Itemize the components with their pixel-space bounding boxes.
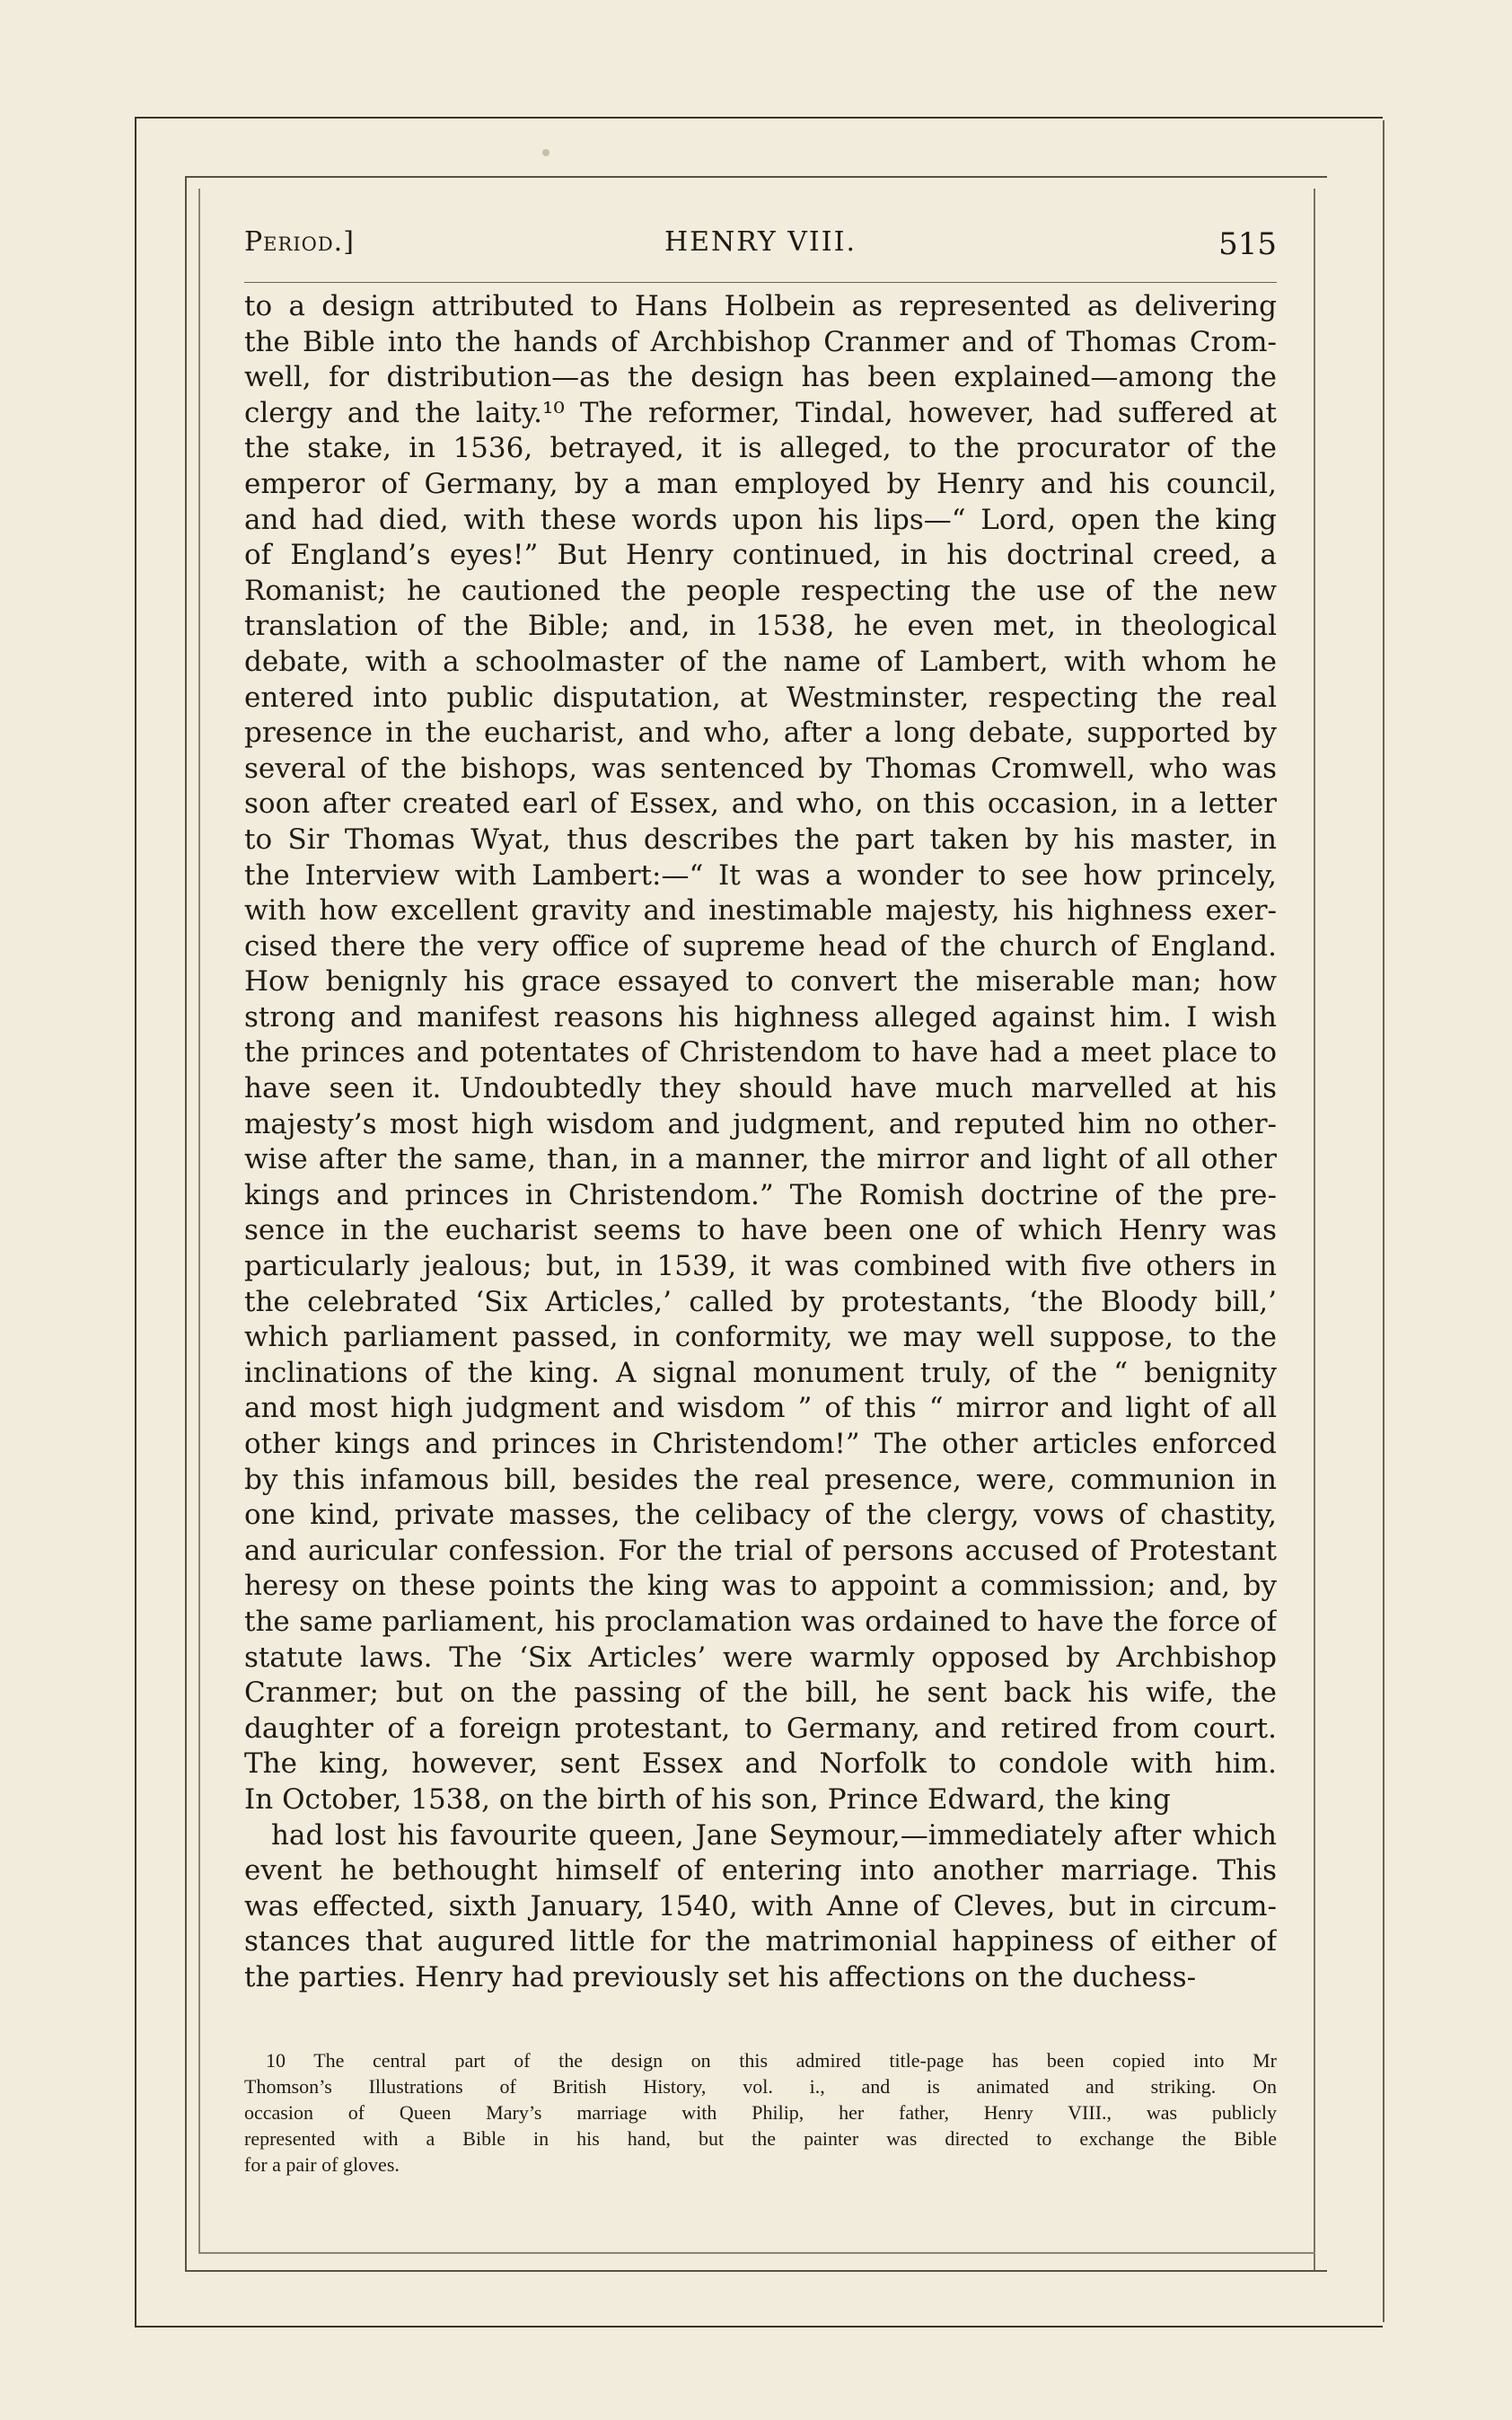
body-line: the same parliament, his proclamation was ordained to have the force of [244,1605,1277,1638]
body-line: the princes and potentates of Christendom to have had a meet place to [244,1036,1277,1069]
body-line: of England’s eyes!” But Henry continued, in his doctrinal creed, a [244,539,1277,572]
body-line: Cranmer; but on the passing of the bill, he sent back his wife, the [244,1676,1277,1710]
body-line: cised there the very office of supreme head of the church of England. [244,929,1277,963]
body-line: daughter of a foreign protestant, to Germany, and retired from court. [244,1712,1277,1745]
body-line: to Sir Thomas Wyat, thus describes the part taken by his master, in [244,823,1277,856]
running-header [244,226,1277,262]
footnote-line: Thomson’s Illustrations of British History, vol. i., and is animated and striking. On [244,2075,1277,2098]
body-line: and had died, with these words upon his lips—“ Lord, open the king [244,503,1277,536]
body-line: particularly jealous; but, in 1539, it was combined with five others in [244,1250,1277,1283]
body-line: the Interview with Lambert:—“ It was a wonder to see how princely, [244,858,1277,892]
body-line: kings and princes in Christendom.” The Romish doctrine of the pre- [244,1178,1277,1211]
body-line: have seen it. Undoubtedly they should have much marvelled at his [244,1072,1277,1105]
body-line: emperor of Germany, by a man employed by Henry and his council, [244,467,1277,500]
body-line: well, for distribution—as the design has been explained—among the [244,361,1277,394]
body-line: debate, with a schoolmaster of the name of Lambert, with whom he [244,645,1277,678]
outer-frame-right-edge [1383,120,1385,2322]
header-rule [244,282,1277,283]
body-line: The king, however, sent Essex and Norfolk to condole with him. [244,1747,1277,1781]
body-line: entered into public disputation, at Westminster, respecting the real [244,681,1277,714]
body-line: the parties. Henry had previously set his affections on the duchess- [244,1960,1197,1993]
body-line: heresy on these points the king was to appoint a commission; and, by [244,1570,1277,1603]
body-line: had lost his favourite queen, Jane Seymour,—immediately after which [271,1818,1277,1852]
body-line: statute laws. The ‘Six Articles’ were warmly opposed by Archbishop [244,1641,1277,1674]
body-line: stances that augured little for the matrimonial happiness of either of [244,1925,1277,1958]
body-line: the Bible into the hands of Archbishop Cranmer and of Thomas Crom- [244,325,1277,358]
inner-frame-right-edge [1314,189,1315,2270]
body-line: the stake, in 1536, betrayed, it is alleged, to the procurator of the [244,432,1277,465]
body-line: wise after the same, than, in a manner, the mirror and light of all other [244,1143,1277,1176]
body-line: one kind, private masses, the celibacy of the clergy, vows of chastity, [244,1499,1277,1532]
body-line: was effected, sixth January, 1540, with Anne of Cleves, but in circum- [244,1889,1277,1923]
body-line: strong and manifest reasons his highness alleged against him. I wish [244,1000,1277,1034]
footnote-line: occasion of Queen Mary’s marriage with Philip, her father, Henry VIII., was publicly [244,2101,1277,2124]
body-line: How benignly his grace essayed to convert the miserable man; how [244,965,1277,999]
body-line: and most high judgment and wisdom ” of this “ mirror and light of all [244,1392,1277,1425]
body-line: clergy and the laity.¹⁰ The reformer, Tindal, however, had suffered at [244,396,1277,429]
body-line: translation of the Bible; and, in 1538, he even met, in theological [244,610,1277,643]
body-line: soon after created earl of Essex, and who, on this occasion, in a letter [244,788,1277,821]
body-line: with how excellent gravity and inestimable majesty, his highness exer- [244,894,1277,928]
body-line: event he bethought himself of entering into another marriage. This [244,1854,1277,1888]
body-line: majesty’s most high wisdom and judgment, and reputed him no other- [244,1107,1277,1140]
body-line: other kings and princes in Christendom!” The other articles enforced [244,1428,1277,1460]
body-line: inclinations of the king. A signal monument truly, of the “ benignity [244,1356,1277,1389]
body-line: the celebrated ‘Six Articles,’ called by protestants, ‘the Bloody bill,’ [244,1285,1277,1318]
inner-frame-bottom-rule [198,2252,1315,2254]
body-line: several of the bishops, was sentenced by Thomas Cromwell, who was [244,752,1277,785]
footnote-line: represented with a Bible in his hand, but the painter was directed to exchange the Bible [244,2127,1277,2150]
header-title: HENRY VIII. [664,226,857,258]
body-line: In October, 1538, on the birth of his son, Prince Edward, the king [244,1782,1171,1816]
body-line: to a design attributed to Hans Holbein as represented as delivering [244,290,1277,322]
footnote-line: for a pair of gloves. [244,2153,400,2176]
body-text [244,289,1277,1996]
header-period: Period.] [244,226,355,258]
body-line: presence in the eucharist, and who, after a long debate, supported by [244,717,1277,750]
page-number: 515 [1218,226,1277,262]
body-line: by this infamous bill, besides the real presence, were, communion in [244,1463,1277,1496]
body-line: which parliament passed, in conformity, we may well suppose, to the [244,1321,1277,1354]
footnote [244,2047,1277,2178]
footnote-line: 10 The central part of the design on this admired title-page has been copied into Mr [266,2049,1277,2072]
body-line: and auricular confession. For the trial of persons accused of Protestant [244,1534,1277,1567]
inner-frame-left-rule [198,189,200,2254]
body-line: sence in the eucharist seems to have been one of which Henry was [244,1214,1277,1247]
body-line: Romanist; he cautioned the people respecting the use of the new [244,574,1277,607]
